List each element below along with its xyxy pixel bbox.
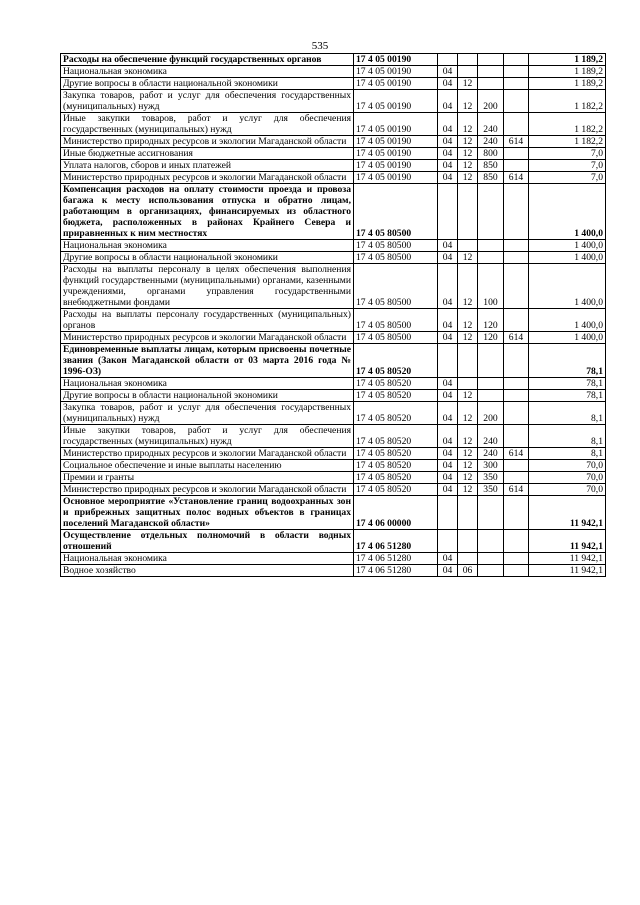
table-row [61, 332, 606, 344]
row-administrator-cell: 614 [504, 448, 529, 460]
row-subsection-cell [458, 184, 478, 240]
row-amount-cell: 8,1 [529, 402, 606, 425]
row-section-cell: 04 [438, 425, 458, 448]
table-row [61, 113, 606, 136]
table-row [61, 264, 606, 309]
row-subsection-cell: 12 [458, 148, 478, 160]
row-administrator-cell [504, 240, 529, 252]
row-amount-cell: 1 182,2 [529, 136, 606, 148]
row-name-cell: Премии и гранты [61, 472, 354, 484]
row-name-cell: Социальное обеспечение и иные выплаты населению [61, 460, 354, 472]
row-subsection-cell: 12 [458, 472, 478, 484]
table-row [61, 425, 606, 448]
row-code-cell: 17 4 05 80500 [354, 309, 438, 332]
row-amount-cell: 1 400,0 [529, 184, 606, 240]
row-administrator-cell [504, 160, 529, 172]
row-subsection-cell: 12 [458, 264, 478, 309]
row-name-cell: Водное хозяйство [61, 565, 354, 577]
row-administrator-cell [504, 309, 529, 332]
table-row [61, 252, 606, 264]
row-section-cell: 04 [438, 252, 458, 264]
row-section-cell: 04 [438, 264, 458, 309]
table-row [61, 344, 606, 378]
table-row [61, 553, 606, 565]
table-row [61, 448, 606, 460]
row-expense-type-cell [478, 553, 504, 565]
row-name-cell: Компенсация расходов на оплату стоимости проезда и провоза багажа к месту использования отпуска и обратно лицам, работающим в организациях, финансируемых из областного бюджета, расположенных в районах Крайнего Севера и приравненных к ним местностях [61, 184, 354, 240]
row-administrator-cell [504, 460, 529, 472]
row-code-cell: 17 4 06 51280 [354, 530, 438, 553]
row-expense-type-cell: 850 [478, 172, 504, 184]
row-name-cell: Министерство природных ресурсов и экологии Магаданской области [61, 172, 354, 184]
row-subsection-cell: 12 [458, 78, 478, 90]
row-administrator-cell: 614 [504, 136, 529, 148]
row-amount-cell: 1 400,0 [529, 309, 606, 332]
row-amount-cell: 1 400,0 [529, 252, 606, 264]
row-administrator-cell [504, 402, 529, 425]
row-subsection-cell [458, 553, 478, 565]
row-administrator-cell [504, 496, 529, 530]
row-code-cell: 17 4 05 00190 [354, 136, 438, 148]
table-row [61, 309, 606, 332]
row-name-cell: Иные бюджетные ассигнования [61, 148, 354, 160]
row-code-cell: 17 4 05 80520 [354, 425, 438, 448]
row-expense-type-cell [478, 390, 504, 402]
row-amount-cell: 1 189,2 [529, 78, 606, 90]
row-amount-cell: 11 942,1 [529, 530, 606, 553]
row-amount-cell: 8,1 [529, 448, 606, 460]
row-name-cell: Иные закупки товаров, работ и услуг для обеспечения государственных (муниципальных) нужд [61, 425, 354, 448]
row-code-cell: 17 4 05 80520 [354, 460, 438, 472]
row-code-cell: 17 4 05 80500 [354, 332, 438, 344]
row-code-cell: 17 4 05 80520 [354, 472, 438, 484]
row-name-cell: Основное мероприятие «Установление границ водоохранных зон и прибрежных защитных полос водных объектов в границах поселений Магаданской области» [61, 496, 354, 530]
row-subsection-cell: 06 [458, 565, 478, 577]
row-name-cell: Осуществление отдельных полномочий в области водных отношений [61, 530, 354, 553]
row-subsection-cell: 12 [458, 390, 478, 402]
row-subsection-cell [458, 530, 478, 553]
row-amount-cell: 1 400,0 [529, 264, 606, 309]
row-administrator-cell [504, 553, 529, 565]
table-row [61, 136, 606, 148]
table-body [61, 54, 606, 577]
row-section-cell: 04 [438, 172, 458, 184]
row-name-cell: Национальная экономика [61, 240, 354, 252]
row-amount-cell: 11 942,1 [529, 553, 606, 565]
row-section-cell: 04 [438, 390, 458, 402]
row-section-cell: 04 [438, 90, 458, 113]
row-expense-type-cell: 240 [478, 136, 504, 148]
row-administrator-cell [504, 66, 529, 78]
row-amount-cell: 1 182,2 [529, 113, 606, 136]
table-row [61, 378, 606, 390]
page-number: 535 [311, 40, 329, 52]
row-code-cell: 17 4 05 00190 [354, 172, 438, 184]
row-section-cell [438, 530, 458, 553]
row-expense-type-cell: 800 [478, 148, 504, 160]
row-administrator-cell [504, 390, 529, 402]
table-row [61, 390, 606, 402]
row-section-cell: 04 [438, 148, 458, 160]
row-code-cell: 17 4 05 00190 [354, 148, 438, 160]
row-section-cell: 04 [438, 113, 458, 136]
row-section-cell: 04 [438, 78, 458, 90]
row-name-cell: Иные закупки товаров, работ и услуг для обеспечения государственных (муниципальных) нужд [61, 113, 354, 136]
row-expense-type-cell [478, 54, 504, 66]
row-name-cell: Национальная экономика [61, 378, 354, 390]
row-section-cell: 04 [438, 160, 458, 172]
row-name-cell: Министерство природных ресурсов и экологии Магаданской области [61, 136, 354, 148]
table-row [61, 78, 606, 90]
row-amount-cell: 11 942,1 [529, 565, 606, 577]
row-section-cell: 04 [438, 402, 458, 425]
table-row [61, 90, 606, 113]
row-code-cell: 17 4 05 00190 [354, 90, 438, 113]
row-name-cell: Министерство природных ресурсов и экологии Магаданской области [61, 332, 354, 344]
row-name-cell: Другие вопросы в области национальной экономики [61, 390, 354, 402]
row-section-cell: 04 [438, 136, 458, 148]
table-row [61, 172, 606, 184]
row-expense-type-cell: 300 [478, 460, 504, 472]
row-code-cell: 17 4 05 80520 [354, 344, 438, 378]
row-subsection-cell: 12 [458, 484, 478, 496]
row-administrator-cell [504, 184, 529, 240]
row-subsection-cell: 12 [458, 332, 478, 344]
row-amount-cell: 78,1 [529, 344, 606, 378]
row-subsection-cell [458, 54, 478, 66]
row-subsection-cell: 12 [458, 252, 478, 264]
row-amount-cell: 1 189,2 [529, 66, 606, 78]
row-administrator-cell [504, 78, 529, 90]
row-name-cell: Национальная экономика [61, 553, 354, 565]
row-administrator-cell [504, 148, 529, 160]
row-code-cell: 17 4 06 00000 [354, 496, 438, 530]
row-section-cell: 04 [438, 553, 458, 565]
row-subsection-cell: 12 [458, 402, 478, 425]
row-name-cell: Закупка товаров, работ и услуг для обеспечения государственных (муниципальных) нужд [61, 402, 354, 425]
row-expense-type-cell: 200 [478, 90, 504, 113]
row-code-cell: 17 4 05 00190 [354, 160, 438, 172]
row-name-cell: Расходы на выплаты персоналу в целях обеспечения выполнения функций государственными (муниципальными) органами, казенными учреждениями, органами управления государственными внебюджетными фондами [61, 264, 354, 309]
row-amount-cell: 78,1 [529, 378, 606, 390]
row-code-cell: 17 4 05 00190 [354, 54, 438, 66]
row-expense-type-cell: 120 [478, 332, 504, 344]
row-administrator-cell [504, 90, 529, 113]
row-code-cell: 17 4 06 51280 [354, 553, 438, 565]
row-section-cell [438, 54, 458, 66]
row-administrator-cell: 614 [504, 484, 529, 496]
row-subsection-cell: 12 [458, 90, 478, 113]
row-administrator-cell [504, 252, 529, 264]
row-amount-cell: 7,0 [529, 172, 606, 184]
row-subsection-cell [458, 240, 478, 252]
row-expense-type-cell [478, 530, 504, 553]
row-subsection-cell: 12 [458, 160, 478, 172]
table-row [61, 148, 606, 160]
row-expense-type-cell [478, 184, 504, 240]
row-section-cell: 04 [438, 460, 458, 472]
row-expense-type-cell: 350 [478, 472, 504, 484]
table-row [61, 565, 606, 577]
row-subsection-cell: 12 [458, 172, 478, 184]
row-subsection-cell: 12 [458, 136, 478, 148]
row-section-cell: 04 [438, 332, 458, 344]
row-expense-type-cell: 850 [478, 160, 504, 172]
row-name-cell: Министерство природных ресурсов и экологии Магаданской области [61, 448, 354, 460]
row-subsection-cell [458, 344, 478, 378]
row-amount-cell: 78,1 [529, 390, 606, 402]
row-name-cell: Расходы на обеспечение функций государственных органов [61, 54, 354, 66]
row-administrator-cell [504, 425, 529, 448]
row-expense-type-cell: 240 [478, 113, 504, 136]
row-code-cell: 17 4 05 80500 [354, 264, 438, 309]
row-amount-cell: 70,0 [529, 484, 606, 496]
row-name-cell: Национальная экономика [61, 66, 354, 78]
row-expense-type-cell [478, 66, 504, 78]
budget-table [60, 53, 606, 577]
table-row [61, 402, 606, 425]
row-code-cell: 17 4 05 80500 [354, 252, 438, 264]
row-code-cell: 17 4 06 51280 [354, 565, 438, 577]
row-expense-type-cell [478, 378, 504, 390]
row-amount-cell: 7,0 [529, 148, 606, 160]
row-code-cell: 17 4 05 80520 [354, 484, 438, 496]
row-code-cell: 17 4 05 80520 [354, 390, 438, 402]
row-expense-type-cell [478, 344, 504, 378]
row-subsection-cell: 12 [458, 460, 478, 472]
row-administrator-cell [504, 344, 529, 378]
row-amount-cell: 11 942,1 [529, 496, 606, 530]
row-administrator-cell [504, 472, 529, 484]
row-expense-type-cell [478, 565, 504, 577]
row-administrator-cell [504, 565, 529, 577]
table-row [61, 240, 606, 252]
row-amount-cell: 70,0 [529, 460, 606, 472]
row-code-cell: 17 4 05 00190 [354, 113, 438, 136]
table-row [61, 530, 606, 553]
row-section-cell: 04 [438, 484, 458, 496]
row-administrator-cell [504, 264, 529, 309]
row-name-cell: Министерство природных ресурсов и экологии Магаданской области [61, 484, 354, 496]
row-expense-type-cell: 120 [478, 309, 504, 332]
row-subsection-cell [458, 496, 478, 530]
row-expense-type-cell [478, 240, 504, 252]
row-administrator-cell [504, 113, 529, 136]
row-expense-type-cell: 350 [478, 484, 504, 496]
row-amount-cell: 1 400,0 [529, 332, 606, 344]
table-row [61, 460, 606, 472]
row-administrator-cell [504, 54, 529, 66]
row-expense-type-cell: 200 [478, 402, 504, 425]
row-amount-cell: 1 189,2 [529, 54, 606, 66]
row-expense-type-cell [478, 78, 504, 90]
row-administrator-cell [504, 530, 529, 553]
row-amount-cell: 8,1 [529, 425, 606, 448]
row-code-cell: 17 4 05 00190 [354, 78, 438, 90]
table-row [61, 484, 606, 496]
table-row [61, 66, 606, 78]
row-name-cell: Единовременные выплаты лицам, которым присвоены почетные звания (Закон Магаданской области от 03 марта 2016 года № 1996-ОЗ) [61, 344, 354, 378]
row-expense-type-cell: 240 [478, 448, 504, 460]
row-section-cell [438, 344, 458, 378]
row-expense-type-cell [478, 252, 504, 264]
table-row [61, 54, 606, 66]
table-row [61, 472, 606, 484]
row-section-cell: 04 [438, 472, 458, 484]
row-section-cell [438, 184, 458, 240]
row-subsection-cell: 12 [458, 425, 478, 448]
row-expense-type-cell: 240 [478, 425, 504, 448]
table-row [61, 184, 606, 240]
row-administrator-cell: 614 [504, 332, 529, 344]
row-name-cell: Другие вопросы в области национальной экономики [61, 78, 354, 90]
row-name-cell: Другие вопросы в области национальной экономики [61, 252, 354, 264]
row-code-cell: 17 4 05 80500 [354, 184, 438, 240]
row-subsection-cell: 12 [458, 113, 478, 136]
row-name-cell: Расходы на выплаты персоналу государственных (муниципальных) органов [61, 309, 354, 332]
table-row [61, 160, 606, 172]
row-section-cell: 04 [438, 565, 458, 577]
row-subsection-cell: 12 [458, 448, 478, 460]
row-amount-cell: 1 182,2 [529, 90, 606, 113]
row-section-cell: 04 [438, 378, 458, 390]
row-subsection-cell [458, 378, 478, 390]
row-name-cell: Закупка товаров, работ и услуг для обеспечения государственных (муниципальных) нужд [61, 90, 354, 113]
row-name-cell: Уплата налогов, сборов и иных платежей [61, 160, 354, 172]
row-administrator-cell: 614 [504, 172, 529, 184]
row-code-cell: 17 4 05 80520 [354, 378, 438, 390]
row-section-cell: 04 [438, 309, 458, 332]
row-section-cell: 04 [438, 448, 458, 460]
row-code-cell: 17 4 05 80520 [354, 448, 438, 460]
row-code-cell: 17 4 05 80520 [354, 402, 438, 425]
row-subsection-cell [458, 66, 478, 78]
row-code-cell: 17 4 05 80500 [354, 240, 438, 252]
row-section-cell: 04 [438, 240, 458, 252]
row-amount-cell: 7,0 [529, 160, 606, 172]
row-code-cell: 17 4 05 00190 [354, 66, 438, 78]
row-expense-type-cell [478, 496, 504, 530]
row-expense-type-cell: 100 [478, 264, 504, 309]
row-subsection-cell: 12 [458, 309, 478, 332]
row-amount-cell: 70,0 [529, 472, 606, 484]
row-section-cell: 04 [438, 66, 458, 78]
row-administrator-cell [504, 378, 529, 390]
row-amount-cell: 1 400,0 [529, 240, 606, 252]
table-row [61, 496, 606, 530]
row-section-cell [438, 496, 458, 530]
